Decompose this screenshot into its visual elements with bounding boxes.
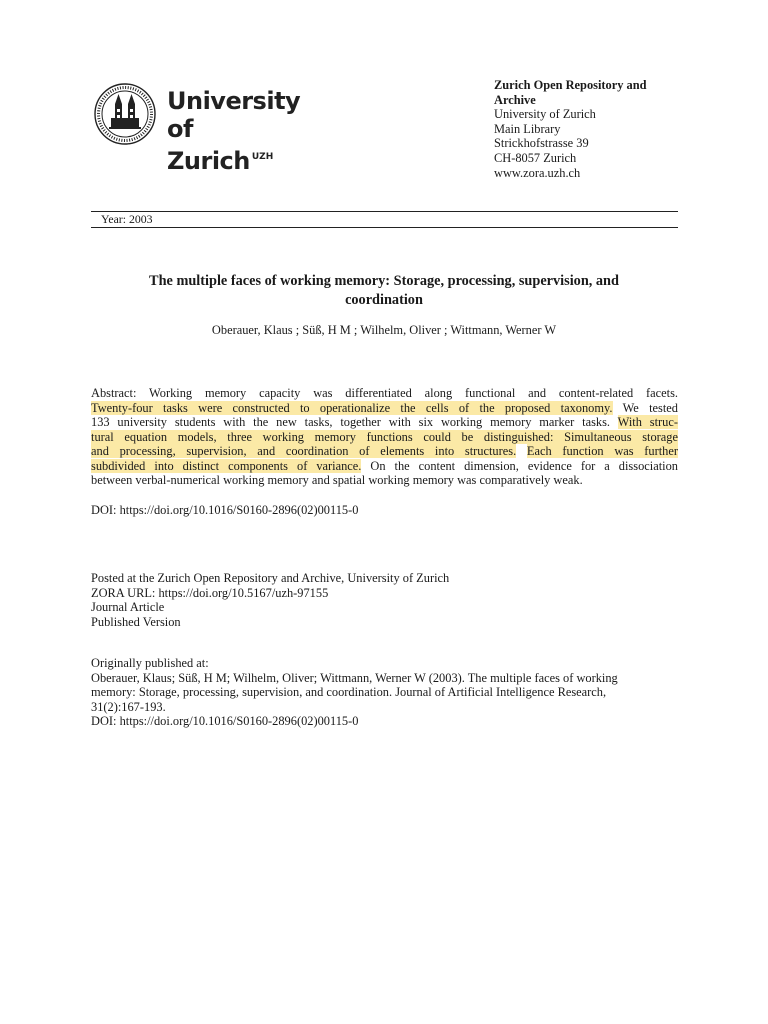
zora-url-link[interactable]: ZORA URL: https://doi.org/10.5167/uzh-97155 — [91, 585, 329, 600]
title-line: The multiple faces of working memory: Storage, processing, supervision, and — [149, 273, 619, 289]
originally-published — [91, 656, 678, 729]
paper-authors: Oberauer, Klaus ; Süß, H M ; Wilhelm, Oliver ; Wittmann, Werner W — [211, 323, 557, 337]
abstract-line — [91, 401, 678, 416]
abstract-line — [91, 415, 678, 430]
highlighted-text: Twenty-four tasks were constructed to operationalize the cells of the proposed taxonomy. — [91, 400, 613, 415]
divider-bottom — [91, 227, 678, 228]
wordmark-line2 — [167, 143, 323, 175]
university-wordmark — [167, 87, 323, 175]
address-line: CH-8057 Zurich — [494, 150, 577, 165]
repository-name-line2: Archive — [494, 92, 536, 107]
citation-line: Oberauer, Klaus; Süß, H M; Wilhelm, Oliver; Wittmann, Werner W (2003). The multiple faces of working — [91, 670, 618, 685]
abstract-text: 133 university students with the new tasks, together with six working memory marker tasks. — [91, 415, 618, 429]
citation-line: memory: Storage, processing, supervision, and coordination. Journal of Artificial Intelligence Research, — [91, 685, 607, 699]
address-line: Strickhofstrasse 39 — [494, 136, 589, 151]
abstract-text: On the content dimension, evidence for a dissociation — [361, 458, 678, 473]
posted-line: Journal Article — [91, 600, 165, 614]
abstract-line-highlighted: tural equation models, three working memory functions could be distinguished: Simultaneous storage — [91, 429, 678, 444]
university-logo — [93, 82, 323, 175]
address-line: Main Library — [494, 121, 561, 136]
highlighted-text: With struc- — [617, 415, 678, 429]
originally-heading: Originally published at: — [91, 656, 209, 670]
university-seal-icon — [93, 82, 157, 146]
repository-address — [494, 78, 694, 180]
repository-website-link[interactable]: www.zora.uzh.ch — [494, 165, 581, 180]
abstract-line: Abstract: Working memory capacity was differentiated along functional and content-related facets. — [91, 386, 678, 400]
wordmark-line1: University of — [167, 87, 301, 143]
abstract-line — [91, 459, 678, 474]
title-line: coordination — [345, 292, 423, 308]
abstract-text: We tested — [612, 400, 678, 415]
citation-line: 31(2):167-193. — [91, 699, 166, 714]
wordmark-uzh: UZH — [251, 152, 274, 162]
wordmark-zurich: Zurich — [167, 147, 250, 175]
paper-title — [84, 272, 684, 310]
doi-link[interactable]: DOI: https://doi.org/10.1016/S0160-2896(02)00115-0 — [91, 503, 359, 517]
address-line: University of Zurich — [494, 107, 596, 122]
posted-info — [91, 571, 449, 629]
highlighted-text: Each function was further — [526, 444, 678, 458]
divider-top — [91, 211, 678, 212]
highlighted-text: and processing, supervision, and coordination of elements into structures. — [91, 444, 517, 458]
posted-line: Posted at the Zurich Open Repository and Archive, University of Zurich — [91, 571, 450, 585]
citation-doi-link[interactable]: DOI: https://doi.org/10.1016/S0160-2896(02)00115-0 — [91, 714, 359, 728]
abstract-line — [91, 444, 678, 459]
posted-line: Published Version — [91, 614, 181, 629]
publication-year: Year: 2003 — [101, 212, 153, 226]
abstract-line: between verbal-numerical working memory and spatial working memory was comparatively weak. — [91, 473, 583, 487]
abstract — [91, 386, 678, 488]
repository-name-line1: Zurich Open Repository and — [494, 78, 647, 92]
highlighted-text: subdivided into distinct components of variance. — [91, 458, 362, 473]
